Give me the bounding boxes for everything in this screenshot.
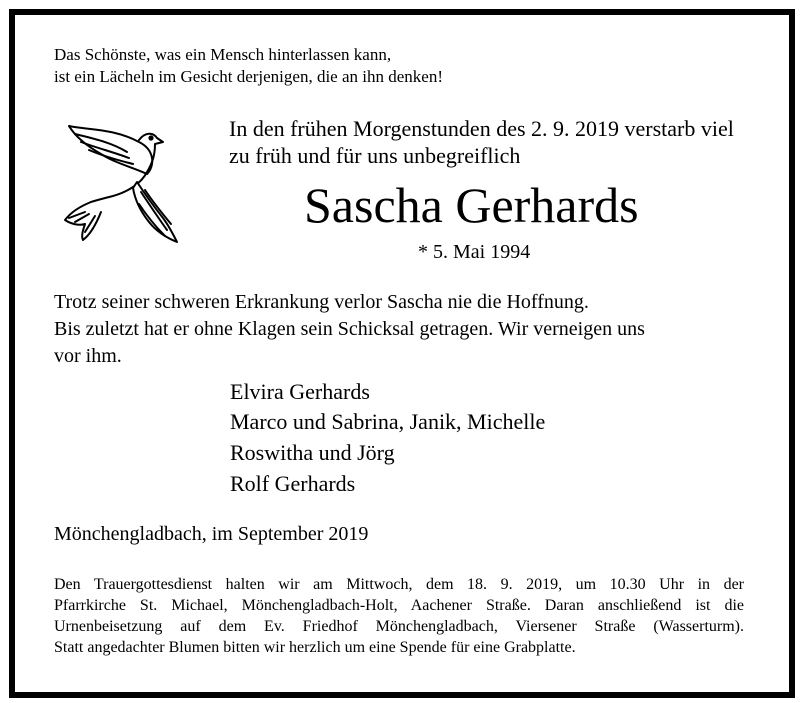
motto-line-1: Das Schönste, was ein Mensch hinterlassen kann, xyxy=(54,45,392,64)
service-line-3: Urnenbeisetzung auf dem Ev. Friedhof Mönchengladbach, Viersener Straße (Wasserturm). xyxy=(54,618,744,635)
family-member: Roswitha und Jörg xyxy=(230,440,395,465)
birth-date: * 5. Mai 1994 xyxy=(418,241,531,263)
family-member: Marco und Sabrina, Janik, Michelle xyxy=(230,409,546,434)
place-date: Mönchengladbach, im September 2019 xyxy=(54,523,369,545)
motto-line-2: ist ein Lächeln im Gesicht derjenigen, die an ihn denken! xyxy=(54,67,443,86)
family-member: Elvira Gerhards xyxy=(230,379,370,404)
intro-line-1: In den frühen Morgenstunden des 2. 9. 2019 verstarb viel xyxy=(229,116,734,141)
intro-line-2: zu früh und für uns unbegreiflich xyxy=(229,143,521,168)
service-line-1: Den Trauergottesdienst halten wir am Mittwoch, dem 18. 9. 2019, um 10.30 Uhr in der xyxy=(54,576,744,593)
dove-icon xyxy=(55,112,183,254)
family-member: Rolf Gerhards xyxy=(230,471,356,496)
service-line-2: Pfarrkirche St. Michael, Mönchengladbach-Holt, Aachener Straße. Daran anschließend ist die xyxy=(54,597,744,614)
body-line-1: Trotz seiner schweren Erkrankung verlor Sascha nie die Hoffnung. xyxy=(54,291,589,313)
deceased-name: Sascha Gerhards xyxy=(304,177,639,233)
body-line-3: vor ihm. xyxy=(54,345,122,367)
body-line-2: Bis zuletzt hat er ohne Klagen sein Schicksal getragen. Wir verneigen uns xyxy=(54,318,645,340)
service-line-4: Statt angedachter Blumen bitten wir herzlich um eine Spende für eine Grabplatte. xyxy=(54,639,576,656)
